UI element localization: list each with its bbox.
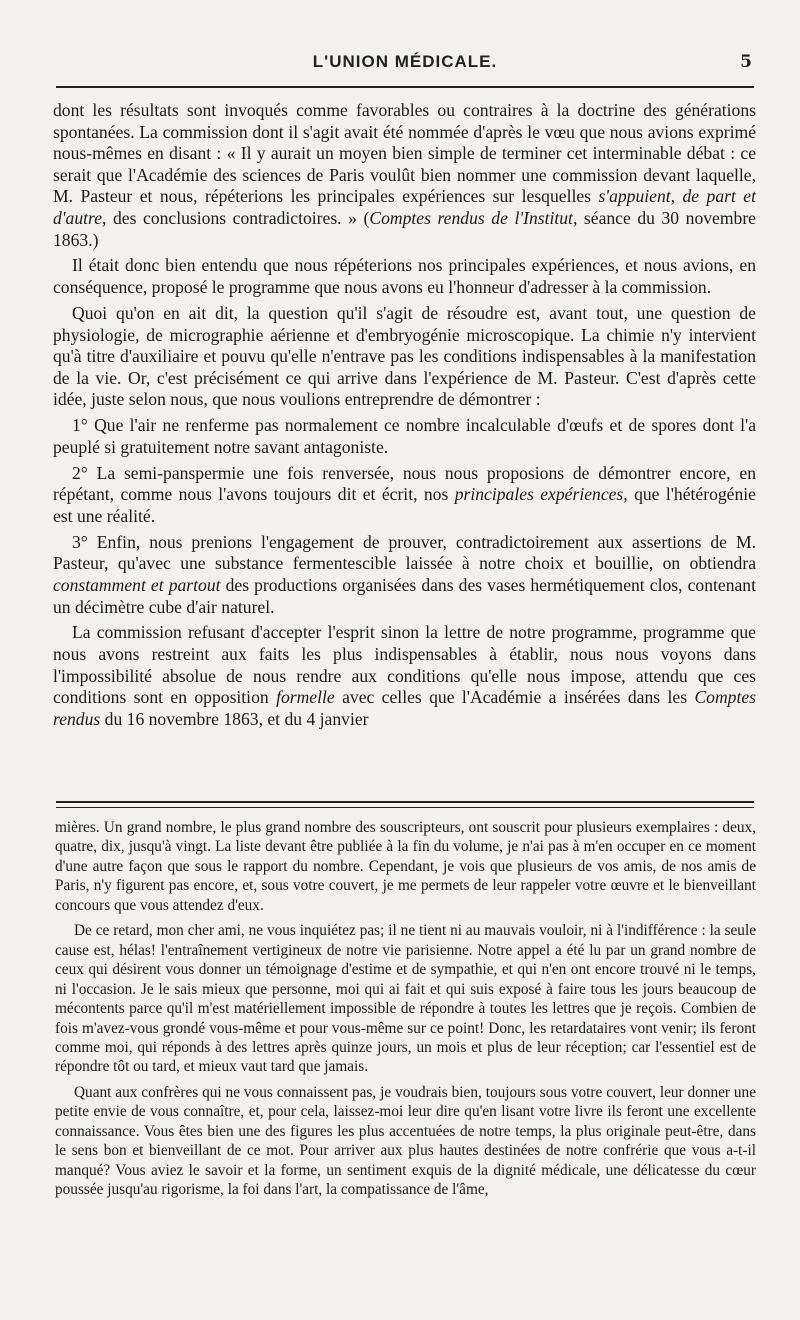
note-paragraph-3: Quant aux confrères qui ne vous connaissent pas, je voudrais bien, toujours sous votre couvert, leur donner une petite envie de vous connaître, et, pour cela, laissez-moi leur dire qu'en lisant votre livre ils feront une excellente connaissance. Vous êtes bien une des figures les plus accentuées de notre temps, la plus originale peut-être, dans le sens bon et bienveillant de ce mot. Pour arriver aux plus hautes destinées de notre confrérie que vous a-t-il manqué? Vous aviez le savoir et la forme, un sentiment exquis de la dignité médicale, une délicatesse du cœur poussée jusqu'au rigorisme, la foi dans l'art, la compatissance de l'âme, bbox=[55, 1083, 756, 1199]
paragraph-6: 3° Enfin, nous prenions l'engagement de prouver, contradictoirement aux assertions de M. Pasteur, qu'avec une substance fermentescible laissée à notre choix et bouillie, on obtiendra constamment et partout des productions organisées dans des vases hermétiquement clos, contenant un décimètre cube d'air naturel. bbox=[53, 531, 756, 617]
header-rule bbox=[56, 86, 754, 88]
footnote-separator-rule bbox=[56, 801, 754, 808]
paragraph-7: La commission refusant d'accepter l'esprit sinon la lettre de notre programme, programme que nous avons restreint aux faits les plus indispensables à établir, nous nous voyons dans l'impossibilité absolue de nous rendre aux conditions qu'elle nous impose, attendu que ces conditions sont en opposition formelle avec celles que l'Académie a insérées dans les Comptes rendus du 16 novembre 1863, et du 4 janvier bbox=[53, 622, 757, 729]
paragraph-4: 1° Que l'air ne renferme pas normalement ce nombre incalculable d'œufs et de spores dont l'a peuplé si gratuitement notre savant antagoniste. bbox=[53, 415, 756, 457]
note-paragraph-2: De ce retard, mon cher ami, ne vous inquiétez pas; il ne tient ni au mauvais vouloir, ni à l'indifférence : la seule cause est, hélas! l'entraînement vertigineux de notre vie parisienne. Notre appel a été lu par un grand nombre de ceux qui désirent vous donner un témoignage d'estime et de sympathie, et qui n'en ont encore trouvé ni le temps, ni l'occasion. Je le sais mieux que personne, moi qui ai fait et qui suis exposé à faire tous les jours beaucoup de mécontents parce qu'il m'est matériellement impossible de répondre à toutes les lettres que je reçois. Combien de fois m'avez-vous grondé vous-même et pour vous-même sur ce point! Donc, les retardataires vont venir; ils feront comme moi, qui réponds à des lettres après quinze jours, un mois et plus de leur réception; car l'essentiel est de répondre tôt ou tard, et mieux vaut tard que jamais. bbox=[55, 922, 756, 1076]
main-text bbox=[53, 100, 756, 730]
page-header bbox=[56, 52, 754, 76]
paragraph-3: Quoi qu'on en ait dit, la question qu'il s'agit de résoudre est, avant tout, une question de physiologie, de micrographie aérienne et d'embryogénie microscopique. La chimie n'y intervient qu'à titre d'auxiliaire et pouvu qu'elle n'entrave pas les conditions indispensables à la manifestation de la vie. Or, c'est précisément ce qui arrive dans l'expérience de M. Pasteur. C'est d'après cette idée, juste selon nous, que nous voulions entreprendre de démontrer : bbox=[53, 302, 756, 410]
paragraph-5: 2° La semi-panspermie une fois renversée, nous nous proposions de démontrer encore, en répétant, comme nous l'avons toujours dit et écrit, nos principales expériences, que l'hétérogénie est une réalité. bbox=[53, 462, 756, 526]
footnote-text bbox=[55, 818, 756, 1200]
running-title: L'UNION MÉDICALE. bbox=[312, 52, 498, 71]
paragraph-1: dont les résultats sont invoqués comme favorables ou contraires à la doctrine des générations spontanées. La commission dont il s'agit avait été nommée d'après le vœu que nous avions exprimé nous-mêmes en disant : « Il y aurait un moyen bien simple de terminer cet interminable débat : ce serait que l'Académie des sciences de Paris voulût bien nommer une commission devant laquelle, M. Pasteur et nous, répéterions les principales expériences sur lesquelles s'appuient, de part et d'autre, des conclusions contradictoires. » (Comptes rendus de l'Institut, séance du 30 novembre 1863.) bbox=[53, 100, 757, 250]
note-paragraph-1: mières. Un grand nombre, le plus grand nombre des souscripteurs, ont souscrit pour plusieurs exemplaires : deux, quatre, dix, jusqu'à vingt. La liste devant être publiée à la fin du volume, je n'ai pas à m'en occuper en ce moment d'une autre façon que sous le rapport du nombre. Cependant, je vois que plusieurs de vos amis, de nos amis de Paris, n'y figurent pas encore, et, sous votre couvert, je me permets de leur rappeler votre œuvre et le bienveillant concours que vous attendez d'eux. bbox=[55, 819, 756, 914]
paragraph-2: Il était donc bien entendu que nous répéterions nos principales expériences, et nous avions, en conséquence, proposé le programme que nous avons eu l'honneur d'adresser à la commission. bbox=[53, 255, 756, 298]
page-number: 5 bbox=[740, 52, 752, 72]
